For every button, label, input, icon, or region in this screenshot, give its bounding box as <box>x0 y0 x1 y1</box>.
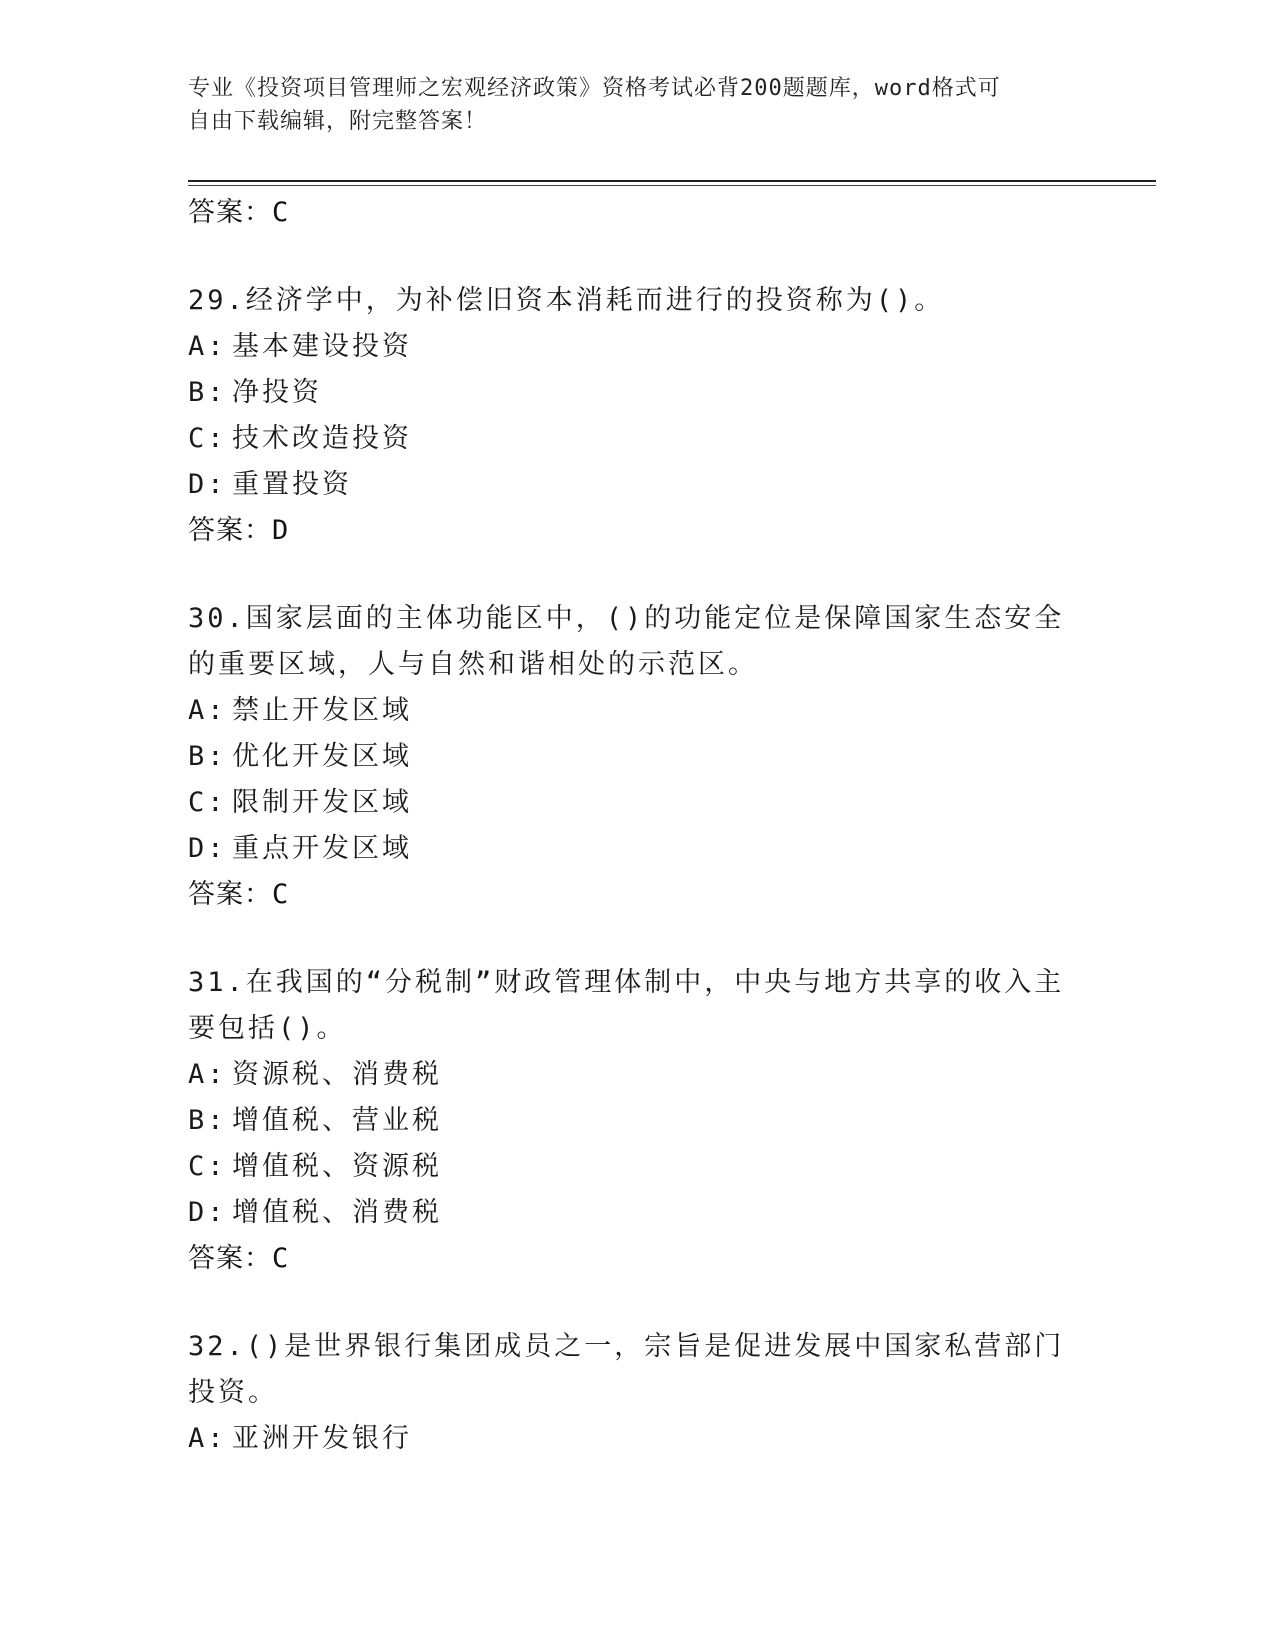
option-b <box>188 1098 1088 1144</box>
option-key: D: <box>188 469 227 500</box>
document-header <box>188 72 1068 138</box>
option-text: 净投资 <box>232 377 322 408</box>
option-key: B: <box>188 741 227 772</box>
header-divider <box>188 180 1156 182</box>
option-key: D: <box>188 1197 227 1228</box>
option-b <box>188 734 1088 780</box>
question-list <box>188 190 1088 1462</box>
option-key: C: <box>188 787 227 818</box>
option-key: A: <box>188 1423 227 1454</box>
option-text: 重点开发区域 <box>232 833 412 864</box>
question-block <box>188 278 1088 554</box>
answer-value: D <box>272 515 290 546</box>
answer-value: C <box>272 879 290 910</box>
option-text: 增值税、消费税 <box>232 1197 442 1228</box>
question-block <box>188 960 1088 1282</box>
option-text: 亚洲开发银行 <box>232 1423 412 1454</box>
option-key: A: <box>188 331 227 362</box>
option-text: 技术改造投资 <box>232 423 412 454</box>
question-block <box>188 1324 1088 1462</box>
answer-line <box>188 190 1088 236</box>
option-key: A: <box>188 1059 227 1090</box>
option-key: C: <box>188 423 227 454</box>
option-a <box>188 688 1088 734</box>
answer-line <box>188 508 1088 554</box>
question-text: 32.()是世界银行集团成员之一，宗旨是促进发展中国家私营部门投资。 <box>188 1331 1065 1408</box>
option-c <box>188 780 1088 826</box>
option-text: 禁止开发区域 <box>232 695 412 726</box>
header-title-line-2: 自由下载编辑，附完整答案！ <box>188 109 488 134</box>
option-d <box>188 1190 1088 1236</box>
option-c <box>188 416 1088 462</box>
option-key: D: <box>188 833 227 864</box>
header-title-line-1: 专业《投资项目管理师之宏观经济政策》资格考试必背200题题库，word格式可 <box>188 76 1001 101</box>
answer-label: 答案： <box>188 1243 272 1274</box>
answer-label: 答案： <box>188 197 272 228</box>
option-text: 限制开发区域 <box>232 787 412 818</box>
option-text: 优化开发区域 <box>232 741 412 772</box>
option-d <box>188 826 1088 872</box>
answer-line <box>188 872 1088 918</box>
question-text: 29.经济学中，为补偿旧资本消耗而进行的投资称为()。 <box>188 285 945 316</box>
option-c <box>188 1144 1088 1190</box>
option-a <box>188 324 1088 370</box>
option-key: A: <box>188 695 227 726</box>
header-divider-thin <box>188 185 1156 186</box>
option-a <box>188 1416 1088 1462</box>
option-key: B: <box>188 1105 227 1136</box>
answer-label: 答案： <box>188 515 272 546</box>
option-a <box>188 1052 1088 1098</box>
question-block <box>188 596 1088 918</box>
option-d <box>188 462 1088 508</box>
option-key: C: <box>188 1151 227 1182</box>
answer-value: C <box>272 197 290 228</box>
option-key: B: <box>188 377 227 408</box>
answer-label: 答案： <box>188 879 272 910</box>
option-b <box>188 370 1088 416</box>
option-text: 基本建设投资 <box>232 331 412 362</box>
option-text: 重置投资 <box>232 469 352 500</box>
option-text: 增值税、资源税 <box>232 1151 442 1182</box>
option-text: 增值税、营业税 <box>232 1105 442 1136</box>
answer-line <box>188 1236 1088 1282</box>
question-text: 30.国家层面的主体功能区中，()的功能定位是保障国家生态安全的重要区域，人与自然和谐相处的示范区。 <box>188 603 1065 680</box>
answer-value: C <box>272 1243 290 1274</box>
option-text: 资源税、消费税 <box>232 1059 442 1090</box>
question-text: 31.在我国的“分税制”财政管理体制中，中央与地方共享的收入主要包括()。 <box>188 967 1065 1044</box>
